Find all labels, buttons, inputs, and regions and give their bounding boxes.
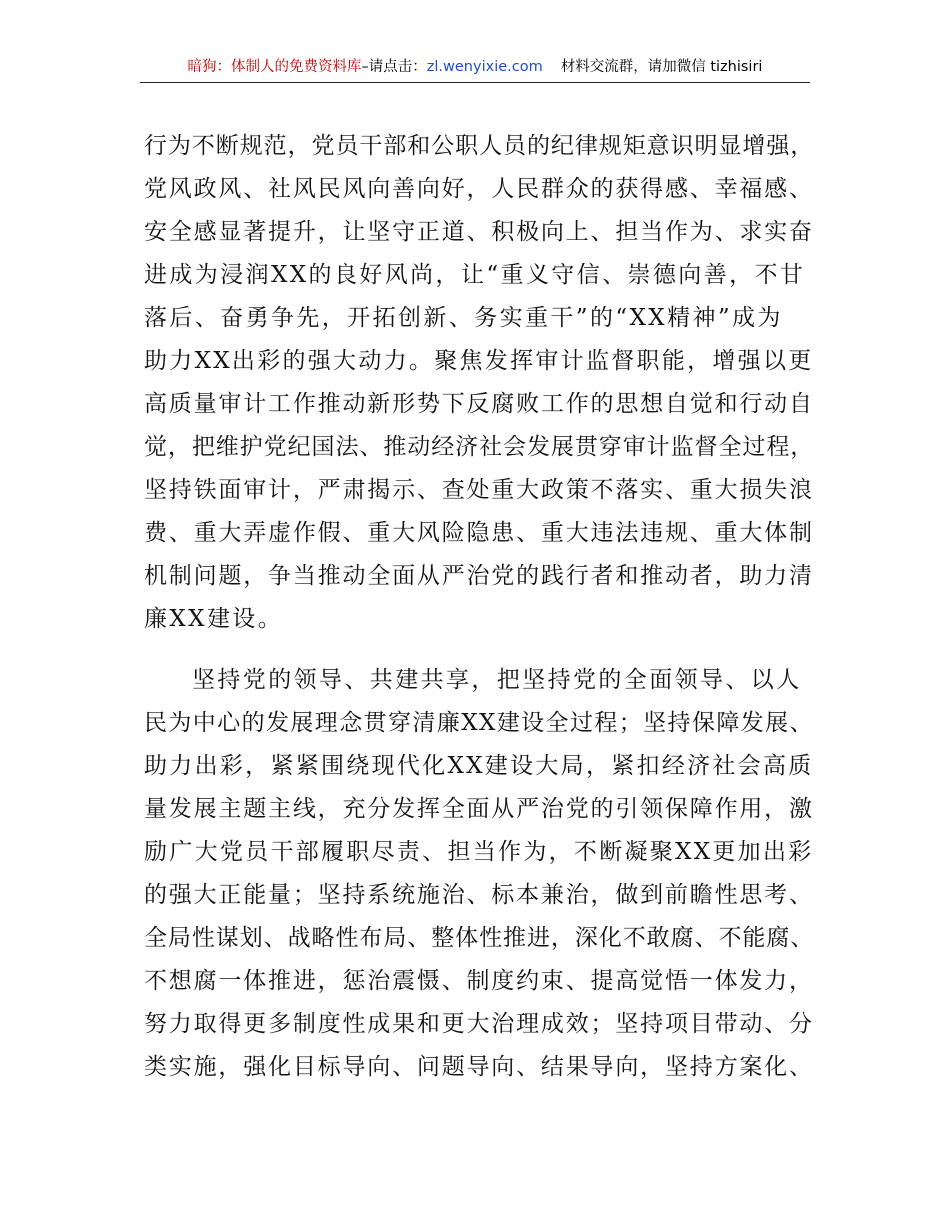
page-header xyxy=(140,56,810,83)
text-line: 坚持铁面审计，严肃揭示、查处重大政策不落实、重大损失浪 xyxy=(144,477,814,503)
text-line: 行为不断规范，党员干部和公职人员的纪律规矩意识明显增强， xyxy=(144,133,815,159)
text-line: 进成为浸润XX的良好风尚，让“重义守信、崇德向善，不甘 xyxy=(144,262,806,288)
text-line: 费、重大弄虚作假、重大风险隐患、重大违法违规、重大体制 xyxy=(144,520,814,546)
text-line: 全局性谋划、战略性布局、整体性推进，深化不敢腐、不能腐、 xyxy=(144,925,815,951)
text-line: 励广大党员干部履职尽责、担当作为，不断凝聚XX更加出彩 xyxy=(144,839,814,865)
text-line: 的强大正能量；坚持系统施治、标本兼治，做到前瞻性思考、 xyxy=(144,882,814,908)
text-line: 助力出彩，紧紧围绕现代化XX建设大局，紧扣经济社会高质 xyxy=(144,753,814,779)
header-click-prompt: –请点击： xyxy=(361,59,427,75)
text-line: 高质量审计工作推动新形势下反腐败工作的思想自觉和行动自 xyxy=(144,391,814,417)
text-line: 类实施，强化目标导向、问题导向、结果导向，坚持方案化、 xyxy=(144,1054,814,1080)
text-line: 不想腐一体推进，惩治震慑、制度约束、提高觉悟一体发力， xyxy=(144,968,814,994)
paragraph xyxy=(144,659,814,1089)
text-line: 坚持党的领导、共建共享，把坚持党的全面领导、以人 xyxy=(192,667,802,693)
text-line: 努力取得更多制度性成果和更大治理成效；坚持项目带动、分 xyxy=(144,1011,814,1037)
text-line: 机制问题，争当推动全面从严治党的践行者和推动者，助力清 xyxy=(144,563,814,589)
text-line: 安全感显著提升，让坚守正道、积极向上、担当作为、求实奋 xyxy=(144,219,814,245)
header-wechat-note: 材料交流群，请加微信 tizhisiri xyxy=(560,59,763,75)
text-line: 觉，把维护党纪国法、推动经济社会发展贯穿审计监督全过程， xyxy=(144,434,815,460)
header-link[interactable]: zl.wenyixie.com xyxy=(426,59,543,75)
header-site-name: 暗狗：体制人的免费资料库 xyxy=(187,59,362,75)
text-line: 廉XX建设。 xyxy=(144,606,284,632)
text-line: 落后、奋勇争先，开拓创新、务实重干”的“XX精神”成为 xyxy=(144,305,783,331)
paragraph xyxy=(144,125,814,641)
text-line: 助力XX出彩的强大动力。聚焦发挥审计监督职能，增强以更 xyxy=(144,348,814,374)
text-line: 民为中心的发展理念贯穿清廉XX建设全过程；坚持保障发展、 xyxy=(144,710,814,736)
text-line: 党风政风、社风民风向善向好，人民群众的获得感、幸福感、 xyxy=(144,176,814,202)
text-line: 量发展主题主线，充分发挥全面从严治党的引领保障作用，激 xyxy=(144,796,814,822)
